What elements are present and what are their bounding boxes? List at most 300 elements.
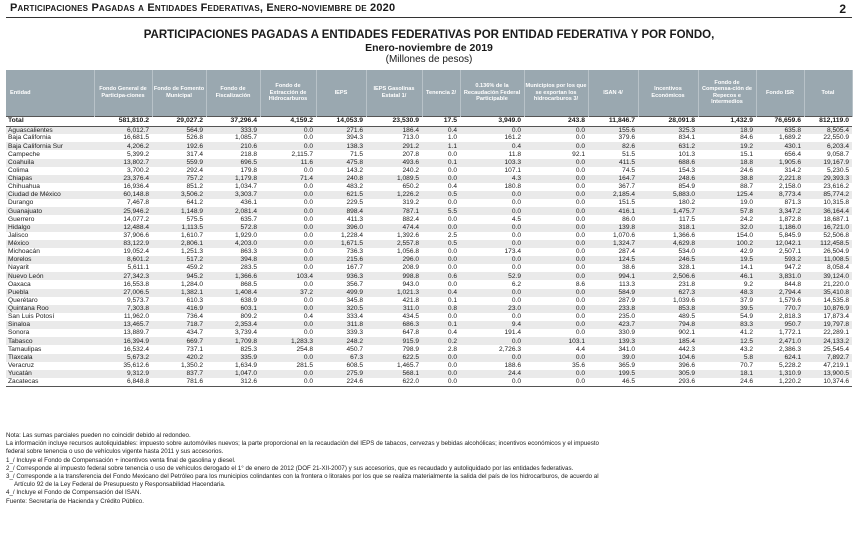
page-number: 2: [839, 2, 846, 16]
value-cell: 112,458.5: [804, 240, 852, 248]
value-cell: 107.1: [504, 166, 521, 174]
value-cell: 14.1: [740, 264, 753, 272]
value-cell: 2,185.4: [588, 191, 638, 199]
value-cell: 0.0: [447, 361, 457, 369]
value-cell: 493.6: [366, 159, 422, 167]
value-cell: 57.8: [698, 207, 756, 215]
entity-name-cell: Colima: [8, 166, 29, 174]
table-row: [6, 370, 852, 378]
running-head: [6, 2, 852, 18]
value-cell: 593.2: [756, 256, 804, 264]
value-cell: 0.0: [511, 231, 521, 239]
value-cell: 3,506.2: [152, 191, 206, 199]
table-row: [6, 150, 852, 158]
entity-name-cell: San Luis Potosí: [8, 313, 55, 321]
value-cell: 0.0: [303, 264, 313, 272]
value-cell: 18,687.1: [823, 215, 849, 223]
value-cell: 43.2: [740, 345, 753, 353]
table-row: [6, 297, 852, 305]
value-cell: 335.9: [206, 354, 260, 362]
table-row: [6, 142, 852, 150]
value-cell: 70.7: [740, 361, 753, 369]
value-cell: 1,671.5: [316, 240, 366, 248]
footnote-line: Fuente: Secretaría de Hacienda y Crédito Público.: [6, 497, 144, 505]
value-cell: 291.2: [366, 142, 422, 150]
value-cell: 635.7: [240, 215, 257, 223]
value-cell: 1,021.3: [366, 289, 422, 297]
value-cell: 787.1: [366, 207, 422, 215]
value-cell: 154.3: [678, 166, 695, 174]
value-cell: 42.9: [740, 248, 753, 256]
value-cell: 24.4: [460, 370, 524, 378]
value-cell: 0.0: [447, 280, 457, 288]
value-cell: 210.6: [206, 142, 260, 150]
value-cell: 103.4: [260, 272, 316, 280]
value-cell: 1,251.3: [181, 248, 203, 256]
value-cell: 46.5: [588, 378, 638, 386]
table-row: [6, 321, 852, 329]
value-cell: 2,818.3: [779, 313, 801, 321]
value-cell: 2,806.1: [152, 240, 206, 248]
column-header: Fondo de Fiscalización: [206, 70, 260, 116]
value-cell: 35.6: [572, 361, 585, 369]
value-cell: 23.0: [460, 305, 524, 313]
value-cell: 0.0: [511, 264, 521, 272]
value-cell: 341.0: [618, 345, 635, 353]
value-cell: 379.6: [618, 134, 635, 142]
entity-name-cell: Sinaloa: [6, 321, 94, 329]
value-cell: 83,122.9: [94, 240, 152, 248]
value-cell: 48.3: [698, 289, 756, 297]
table-row: [6, 126, 852, 134]
value-cell: 0.0: [422, 256, 460, 264]
value-cell: 421.8: [402, 296, 419, 304]
value-cell: 19.5: [698, 256, 756, 264]
value-cell: 12.5: [698, 337, 756, 345]
value-cell: 5,399.2: [127, 150, 149, 158]
value-cell: 151.5: [618, 199, 635, 207]
value-cell: 575.5: [186, 215, 203, 223]
value-cell: 603.1: [206, 305, 260, 313]
value-cell: 1,283.3: [260, 337, 316, 345]
value-cell: 292.4: [186, 166, 203, 174]
value-cell: 305.9: [638, 370, 698, 378]
value-cell: 0.0: [260, 256, 316, 264]
value-cell: 37,296.4: [206, 116, 260, 126]
value-cell: 868.5: [240, 280, 257, 288]
value-cell: 1,689.2: [779, 134, 801, 142]
entity-name-cell: Campeche: [8, 150, 40, 158]
value-cell: 837.7: [152, 370, 206, 378]
footnote-line: 1_/ Incluye el Fondo de Compensación + incentivos venta final de gasolina y diesel.: [6, 456, 236, 464]
value-cell: 0.0: [460, 191, 524, 199]
value-cell: 1,284.0: [181, 280, 203, 288]
value-cell: 229.5: [346, 199, 363, 207]
footnote-line: 3_/ Corresponde a la transferencia del Fondo Mexicano del Petróleo para los municipios colindantes con la frontera o litorales por los que se realiza materialmente la salida del país de los hidrocarburos, de acuerdo al: [6, 473, 599, 481]
value-cell: 5,230.5: [827, 166, 849, 174]
value-cell: 0.0: [260, 224, 316, 232]
value-cell: 0.4: [303, 313, 313, 321]
value-cell: 12,488.4: [94, 224, 152, 232]
value-cell: 52.9: [460, 272, 524, 280]
value-cell: 0.0: [260, 142, 316, 150]
value-cell: 155.6: [588, 126, 638, 134]
value-cell: 534.0: [678, 248, 695, 256]
value-cell: 0.0: [575, 134, 585, 142]
value-cell: 19.2: [698, 142, 756, 150]
value-cell: 902.1: [678, 329, 695, 337]
value-cell: 0.0: [524, 224, 588, 232]
table-title: PARTICIPACIONES PAGADAS A ENTIDADES FEDERATIVAS POR ENTIDAD FEDERATIVA Y POR FONDO,: [143, 29, 715, 41]
value-cell: 16,681.5: [123, 134, 149, 142]
value-cell: 0.2: [422, 337, 460, 345]
value-cell: 0.0: [575, 166, 585, 174]
table-row: [6, 272, 852, 280]
value-cell: 0.0: [447, 166, 457, 174]
value-cell: 339.3: [346, 329, 363, 337]
value-cell: 1,392.6: [397, 231, 419, 239]
value-cell: 283.5: [240, 264, 257, 272]
value-cell: 186.4: [366, 126, 422, 134]
value-cell: 12,042.1: [756, 240, 804, 248]
value-cell: 0.0: [260, 321, 316, 329]
value-cell: 638.9: [240, 296, 257, 304]
value-cell: 581,810.2: [94, 116, 152, 126]
value-cell: 0.0: [575, 264, 585, 272]
value-cell: 1,929.0: [235, 231, 257, 239]
table-row: [6, 215, 852, 223]
table-row: [6, 313, 852, 321]
value-cell: 19,167.9: [804, 159, 852, 167]
table-row: [6, 232, 852, 240]
value-cell: 84.6: [740, 134, 753, 142]
value-cell: 6,203.4: [804, 142, 852, 150]
value-cell: 13,465.7: [94, 321, 152, 329]
value-cell: 420.2: [152, 354, 206, 362]
value-cell: 101.3: [678, 150, 695, 158]
column-header: Fondo de Compensa-ción de Repecos e Intermedios: [698, 70, 756, 116]
value-cell: 312.6: [206, 378, 260, 386]
value-cell: 1,186.0: [756, 224, 804, 232]
value-cell: 38.6: [622, 264, 635, 272]
value-cell: 882.4: [402, 215, 419, 223]
value-cell: 37.2: [260, 289, 316, 297]
value-cell: 0.0: [422, 175, 460, 183]
value-cell: 770.7: [756, 305, 804, 313]
table-row: [6, 354, 852, 362]
value-cell: 67.3: [316, 354, 366, 362]
value-cell: 0.0: [524, 175, 588, 183]
value-cell: 173.4: [504, 248, 521, 256]
value-cell: 5,673.2: [94, 354, 152, 362]
value-cell: 2,386.3: [779, 345, 801, 353]
value-cell: 1,070.6: [613, 231, 635, 239]
value-cell: 11,008.5: [804, 256, 852, 264]
value-cell: 0.4: [447, 329, 457, 337]
value-cell: 3,347.2: [756, 207, 804, 215]
value-cell: 287.9: [618, 296, 635, 304]
table-row: [6, 248, 852, 256]
value-cell: 9,312.9: [94, 370, 152, 378]
entity-name-cell: Total: [6, 116, 94, 126]
value-cell: 3,739.4: [235, 329, 257, 337]
value-cell: 296.0: [366, 256, 422, 264]
value-cell: 1,465.7: [397, 361, 419, 369]
value-cell: 1,772.1: [779, 329, 801, 337]
value-cell: 0.0: [260, 191, 316, 199]
value-cell: 254.8: [296, 345, 313, 353]
value-cell: 0.0: [447, 248, 457, 256]
value-cell: 164.7: [588, 175, 638, 183]
value-cell: 0.4: [447, 183, 457, 191]
column-header: Fondo ISR: [756, 70, 804, 116]
value-cell: 0.0: [447, 215, 457, 223]
value-cell: 1,905.6: [756, 159, 804, 167]
value-cell: 627.3: [638, 289, 698, 297]
value-cell: 1,382.1: [152, 289, 206, 297]
value-cell: 4.4: [575, 345, 585, 353]
column-header: Fondo de Extracción de Hidrocarburos: [260, 70, 316, 116]
value-cell: 0.0: [460, 289, 524, 297]
value-cell: 5,883.0: [638, 191, 698, 199]
column-header: 0.136% de la Recaudación Federal Participable: [460, 70, 524, 116]
entity-name-cell: Yucatán: [6, 370, 94, 378]
value-cell: 713.0: [402, 134, 419, 142]
value-cell: 11,962.0: [123, 313, 149, 321]
value-cell: 0.0: [524, 305, 588, 313]
value-cell: 1,872.8: [779, 215, 801, 223]
value-cell: 17.5: [422, 116, 460, 126]
value-cell: 29,393.3: [804, 175, 852, 183]
entity-name-cell: Sonora: [8, 329, 30, 337]
value-cell: 851.2: [186, 183, 203, 191]
footnote-line: Nota: Las sumas parciales pueden no coincidir debido al redondeo.: [6, 432, 191, 439]
value-cell: 3,303.7: [206, 191, 260, 199]
value-cell: 37,906.6: [123, 231, 149, 239]
value-cell: 1,475.7: [638, 207, 698, 215]
entity-name-cell: Nuevo León: [6, 272, 94, 280]
value-cell: 898.4: [316, 207, 366, 215]
value-cell: 28,091.8: [638, 116, 698, 126]
value-cell: 5.5: [422, 207, 460, 215]
value-cell: 669.7: [152, 337, 206, 345]
value-cell: 1,220.2: [756, 378, 804, 386]
column-header: Fondo de Fomento Municipal: [152, 70, 206, 116]
value-cell: 9.2: [743, 280, 753, 288]
value-cell: 314.2: [784, 166, 801, 174]
value-cell: 0.0: [422, 224, 460, 232]
value-cell: 4,629.8: [638, 240, 698, 248]
value-cell: 13,889.7: [123, 329, 149, 337]
value-cell: 104.6: [638, 354, 698, 362]
value-cell: 1,610.7: [181, 231, 203, 239]
value-cell: 1,366.6: [673, 231, 695, 239]
value-cell: 844.8: [784, 280, 801, 288]
value-cell: 60,148.8: [94, 191, 152, 199]
value-cell: 367.7: [618, 183, 635, 191]
value-cell: 365.9: [618, 361, 635, 369]
value-cell: 0.0: [575, 199, 585, 207]
table-row: [6, 183, 852, 191]
value-cell: 8,773.4: [756, 191, 804, 199]
value-cell: 16,936.4: [123, 183, 149, 191]
value-cell: 2.8: [447, 345, 457, 353]
table-row: [6, 224, 852, 232]
value-cell: 18.1: [698, 370, 756, 378]
entity-name-cell: Tamaulipas: [8, 345, 42, 353]
value-cell: 287.4: [618, 248, 635, 256]
value-cell: 0.0: [303, 280, 313, 288]
footnote-line: 4_/ Incluye el Fondo de Compensación del ISAN.: [6, 489, 142, 497]
value-cell: 794.8: [638, 321, 698, 329]
value-cell: 622.5: [366, 354, 422, 362]
value-cell: 207.8: [402, 150, 419, 158]
table-units: (Millones de pesos): [385, 54, 473, 65]
value-cell: 9,058.7: [827, 150, 849, 158]
value-cell: 0.0: [422, 354, 460, 362]
entity-name-cell: Oaxaca: [8, 280, 31, 288]
value-cell: 0.0: [260, 378, 316, 386]
entity-name-cell: Guerrero: [8, 215, 35, 223]
value-cell: 994.1: [588, 272, 638, 280]
value-cell: 21,220.0: [823, 280, 849, 288]
value-cell: 0.0: [575, 231, 585, 239]
value-cell: 0.0: [303, 199, 313, 207]
entity-name-cell: México: [6, 240, 94, 248]
value-cell: 396.0: [316, 224, 366, 232]
value-cell: 4,203.0: [206, 240, 260, 248]
entity-name-cell: Zacatecas: [6, 378, 94, 386]
value-cell: 647.8: [402, 329, 419, 337]
value-cell: 798.9: [402, 345, 419, 353]
value-cell: 1,226.2: [366, 191, 422, 199]
table-row: [6, 159, 852, 167]
value-cell: 584.9: [588, 289, 638, 297]
value-cell: 233.8: [588, 305, 638, 313]
value-cell: 2,794.4: [756, 289, 804, 297]
value-cell: 2.5: [447, 231, 457, 239]
value-cell: 0.6: [422, 272, 460, 280]
value-cell: 0.0: [260, 354, 316, 362]
value-cell: 1,350.2: [181, 361, 203, 369]
entity-name-cell: Guanajuato: [6, 207, 94, 215]
table-row: [6, 199, 852, 207]
value-cell: 0.0: [303, 248, 313, 256]
value-cell: 0.0: [303, 296, 313, 304]
entity-name-cell: Aguascalientes: [6, 126, 94, 134]
value-cell: 13,900.5: [804, 370, 852, 378]
table-row: [6, 280, 852, 288]
value-cell: 4.5: [511, 215, 521, 223]
value-cell: 781.6: [152, 378, 206, 386]
value-cell: 11.8: [508, 150, 521, 158]
value-cell: 1,228.4: [341, 231, 363, 239]
value-cell: 19.0: [740, 199, 753, 207]
value-cell: 0.0: [260, 305, 316, 313]
value-cell: 1,408.4: [206, 289, 260, 297]
entity-name-cell: Tabasco: [6, 337, 94, 345]
value-cell: 871.3: [784, 199, 801, 207]
entity-name-cell: Tlaxcala: [6, 354, 94, 362]
value-cell: 16,721.0: [804, 224, 852, 232]
value-cell: 36,164.4: [804, 207, 852, 215]
table-row: [6, 337, 852, 345]
value-cell: 22,289.1: [823, 329, 849, 337]
value-cell: 1,039.6: [673, 296, 695, 304]
table-row: [6, 289, 852, 297]
value-cell: 635.8: [756, 126, 804, 134]
value-cell: 0.0: [422, 370, 460, 378]
value-cell: 320.5: [316, 305, 366, 313]
value-cell: 0.0: [460, 256, 524, 264]
table-body: [6, 116, 852, 386]
value-cell: 179.8: [240, 166, 257, 174]
value-cell: 559.9: [152, 159, 206, 167]
value-cell: 1,113.5: [152, 224, 206, 232]
table-row: [6, 240, 852, 248]
value-cell: 2,557.8: [366, 240, 422, 248]
value-cell: 3,949.0: [460, 116, 524, 126]
value-cell: 154.0: [736, 231, 753, 239]
value-cell: 0.0: [460, 337, 524, 345]
value-cell: 27,006.5: [94, 289, 152, 297]
value-cell: 0.0: [460, 240, 524, 248]
table-title-block: [0, 29, 858, 66]
value-cell: 2,115.7: [291, 150, 313, 158]
value-cell: 0.4: [422, 289, 460, 297]
value-cell: 0.4: [422, 126, 460, 134]
value-cell: 139.8: [588, 224, 638, 232]
table-row: [6, 329, 852, 337]
value-cell: 39,124.0: [804, 272, 852, 280]
value-cell: 0.0: [422, 378, 460, 386]
value-cell: 656.4: [784, 150, 801, 158]
value-cell: 356.7: [346, 280, 363, 288]
value-cell: 442.3: [678, 345, 695, 353]
entity-name-cell: Querétaro: [8, 296, 38, 304]
value-cell: 218.8: [240, 150, 257, 158]
value-cell: 812,119.0: [804, 116, 852, 126]
value-cell: 834.1: [678, 134, 695, 142]
table-row: [6, 167, 852, 175]
value-cell: 240.8: [316, 175, 366, 183]
value-cell: 2,506.6: [638, 272, 698, 280]
value-cell: 998.8: [366, 272, 422, 280]
value-cell: 736.4: [186, 313, 203, 321]
value-cell: 475.8: [316, 159, 366, 167]
value-cell: 622.0: [366, 378, 422, 386]
table-row: [6, 305, 852, 313]
value-cell: 138.3: [316, 142, 366, 150]
value-cell: 0.0: [511, 296, 521, 304]
value-cell: 0.0: [260, 370, 316, 378]
value-cell: 0.0: [303, 166, 313, 174]
value-cell: 1,709.8: [206, 337, 260, 345]
value-cell: 945.2: [152, 272, 206, 280]
value-cell: 1,085.7: [235, 134, 257, 142]
value-cell: 191.4: [504, 329, 521, 337]
value-cell: 82.6: [588, 142, 638, 150]
value-cell: 483.2: [346, 183, 363, 191]
value-cell: 757.2: [152, 175, 206, 183]
header-rule: [6, 17, 852, 18]
value-cell: 915.9: [366, 337, 422, 345]
value-cell: 853.8: [638, 305, 698, 313]
value-cell: 0.0: [260, 240, 316, 248]
value-cell: 345.8: [346, 296, 363, 304]
value-cell: 608.5: [346, 361, 363, 369]
value-cell: 394.3: [346, 134, 363, 142]
